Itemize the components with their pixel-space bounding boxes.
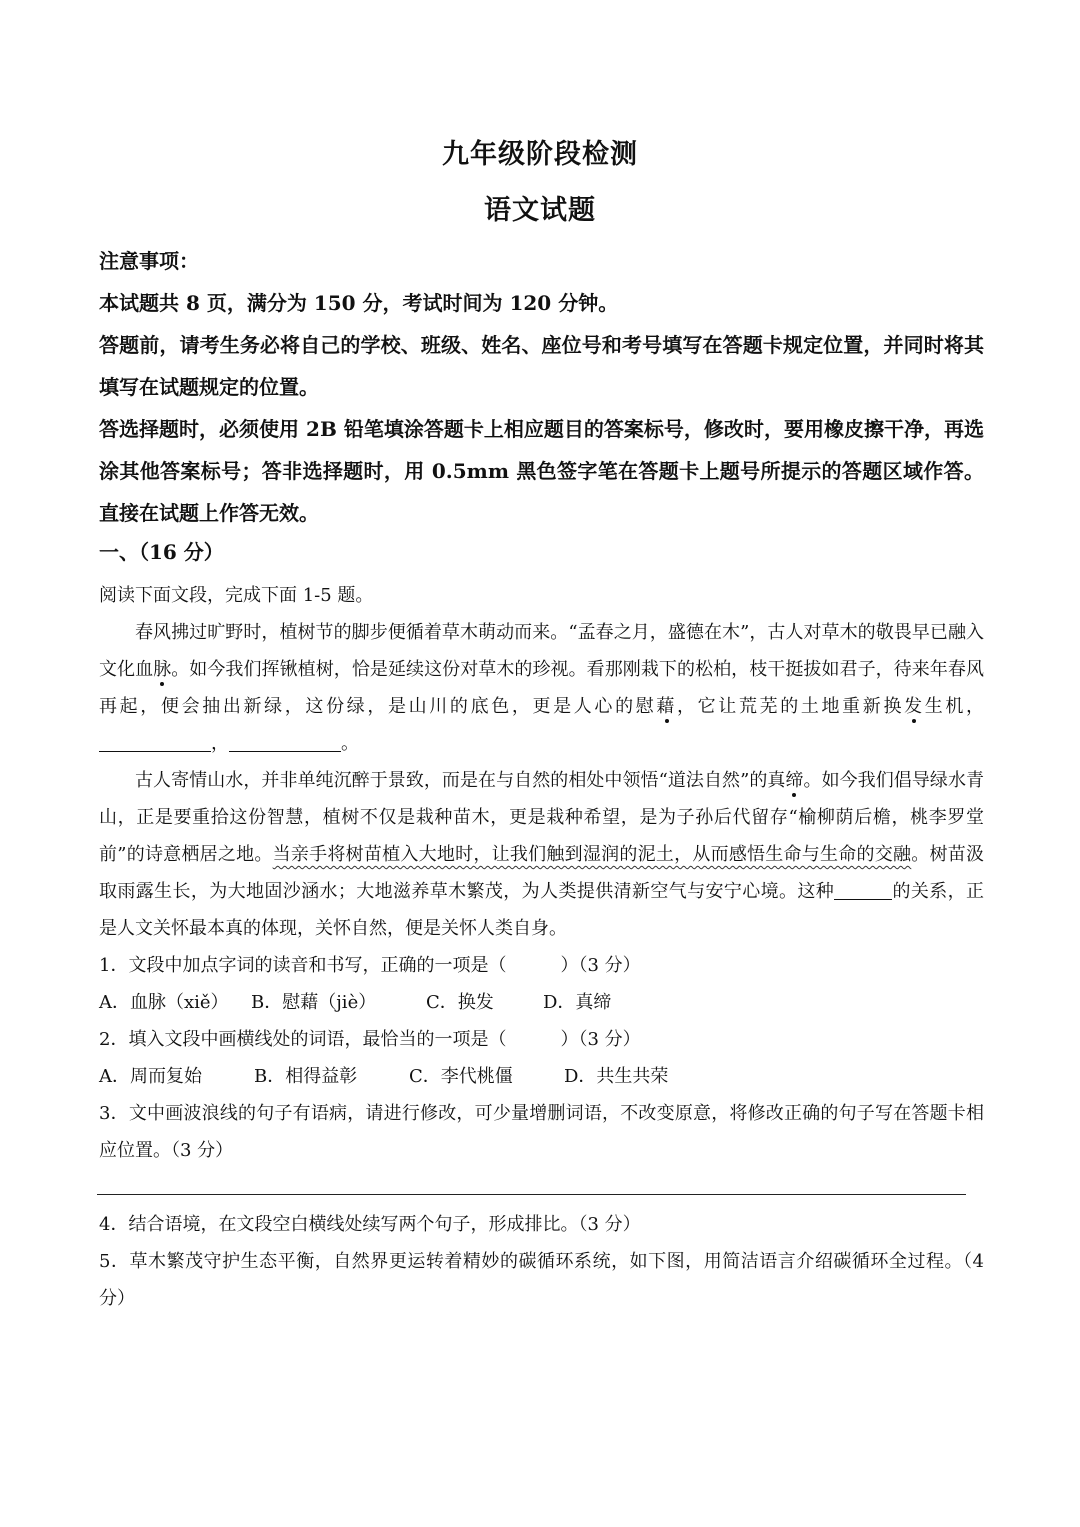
question-text: 2．填入文段中画横线处的词语，最恰当的一项是（ ）（3 分）	[99, 1029, 641, 1050]
fill-blank	[834, 879, 892, 900]
option-a: A．血脉（xiě）	[99, 992, 229, 1013]
notice-body	[99, 282, 984, 534]
question-4	[99, 1206, 984, 1243]
fill-blank	[229, 731, 341, 752]
answer-line	[97, 1194, 966, 1195]
passage-text: 古人寄情山水，并非单纯沉醉于景致，而是在与自然的相处中领悟“道法自然”的真	[135, 770, 786, 791]
notice-heading: 注意事项：	[99, 249, 199, 273]
passage-text: 的关系，正是人文关怀最本真的体现，关怀自然，便是关怀人类自身。	[99, 881, 984, 939]
exam-title: 九年级阶段检测	[442, 139, 638, 170]
option-b: B．相得益彰	[254, 1066, 358, 1087]
dotted-char: 脉	[153, 659, 172, 680]
question-1-options	[99, 984, 611, 1021]
notice-line-3: 答选择题时，必须使用 2B 铅笔填涂答题卡上相应题目的答案标号，修改时，要用橡皮擦干净，再选涂其他答案标号；答非选择题时，用 0.5mm 黑色签字笔在答题卡上题号所提示的答题区域作答。直接在试题上作答无效。	[99, 417, 984, 525]
notice-line-1: 本试题共 8 页，满分为 150 分，考试时间为 120 分钟。	[99, 291, 619, 315]
dotted-char: 藉	[656, 696, 678, 717]
passage-paragraph-1	[99, 614, 984, 762]
passage-text: 。如今我们挥锹植树，恰是延续这份对草木的珍视。看那刚栽下的松柏，枝干挺拔如君子，待来年春风再起，便会抽出新绿，这份绿，是山川的底色，更是人心的慰	[99, 659, 984, 717]
section-intro: 阅读下面文段，完成下面 1-5 题。	[99, 585, 374, 606]
fill-blank	[99, 731, 211, 752]
wavy-underlined-sentence: 当亲手将树苗植入大地时，让我们触到湿润的泥土，从而感悟生命与生命的交融	[272, 844, 912, 865]
question-1	[99, 947, 984, 984]
passage-text: 。树苗汲取雨露生长，为大地固沙涵水；大地滋养草木繁茂，为人类提供清新空气与安宁心境。这种	[99, 844, 985, 902]
question-text: 3．文中画波浪线的句子有语病，请进行修改，可少量增删词语，不改变原意，将修改正确的句子写在答题卡相应位置。（3 分）	[99, 1103, 984, 1161]
passage-text: ，它让荒芜的土地重新换	[677, 696, 905, 717]
question-text: 1．文段中加点字词的读音和书写，正确的一项是（ ）（3 分）	[99, 955, 641, 976]
option-d: D．真缔	[543, 992, 612, 1013]
option-c: C．李代桃僵	[409, 1066, 513, 1087]
option-a: A．周而复始	[99, 1066, 202, 1087]
question-text: 4．结合语境，在文段空白横线处续写两个句子，形成排比。（3 分）	[99, 1214, 641, 1235]
question-2-options	[99, 1058, 668, 1095]
dotted-char: 缔	[785, 770, 804, 791]
question-5	[99, 1243, 984, 1317]
passage-paragraph-2	[99, 762, 984, 947]
passage-text: 春风拂过旷野时，植树节的脚步便循着草木萌动而来。“孟春之月，盛德在木”，古人对草木的敬畏早已融入文化血	[99, 622, 984, 680]
passage-text: 。如今我们倡导绿水青山，正是要重拾这份智慧，植树不仅是栽种苗木，更是栽种希望，是为子孙后代留存“榆柳荫后檐，桃李罗堂前”的诗意栖居之地。	[99, 770, 985, 865]
option-c: C．换发	[426, 992, 494, 1013]
question-2	[99, 1021, 984, 1058]
dotted-char: 发	[904, 696, 925, 717]
question-3	[99, 1095, 984, 1169]
section-heading: 一、（16 分）	[99, 540, 224, 564]
passage-text: 生机，	[924, 696, 985, 717]
exam-subtitle: 语文试题	[484, 195, 596, 226]
option-d: D．共生共荣	[564, 1066, 669, 1087]
question-text: 5．草木繁茂守护生态平衡，自然界更运转着精妙的碳循环系统，如下图，用简洁语言介绍碳循环全过程。（4 分）	[99, 1251, 984, 1309]
option-b: B．慰藉（jiè）	[251, 992, 377, 1013]
passage-text: ，	[211, 733, 229, 754]
passage-text: 。	[341, 733, 359, 754]
notice-line-2: 答题前，请考生务必将自己的学校、班级、姓名、座位号和考号填写在答题卡规定位置，并同时将其填写在试题规定的位置。	[99, 333, 984, 399]
